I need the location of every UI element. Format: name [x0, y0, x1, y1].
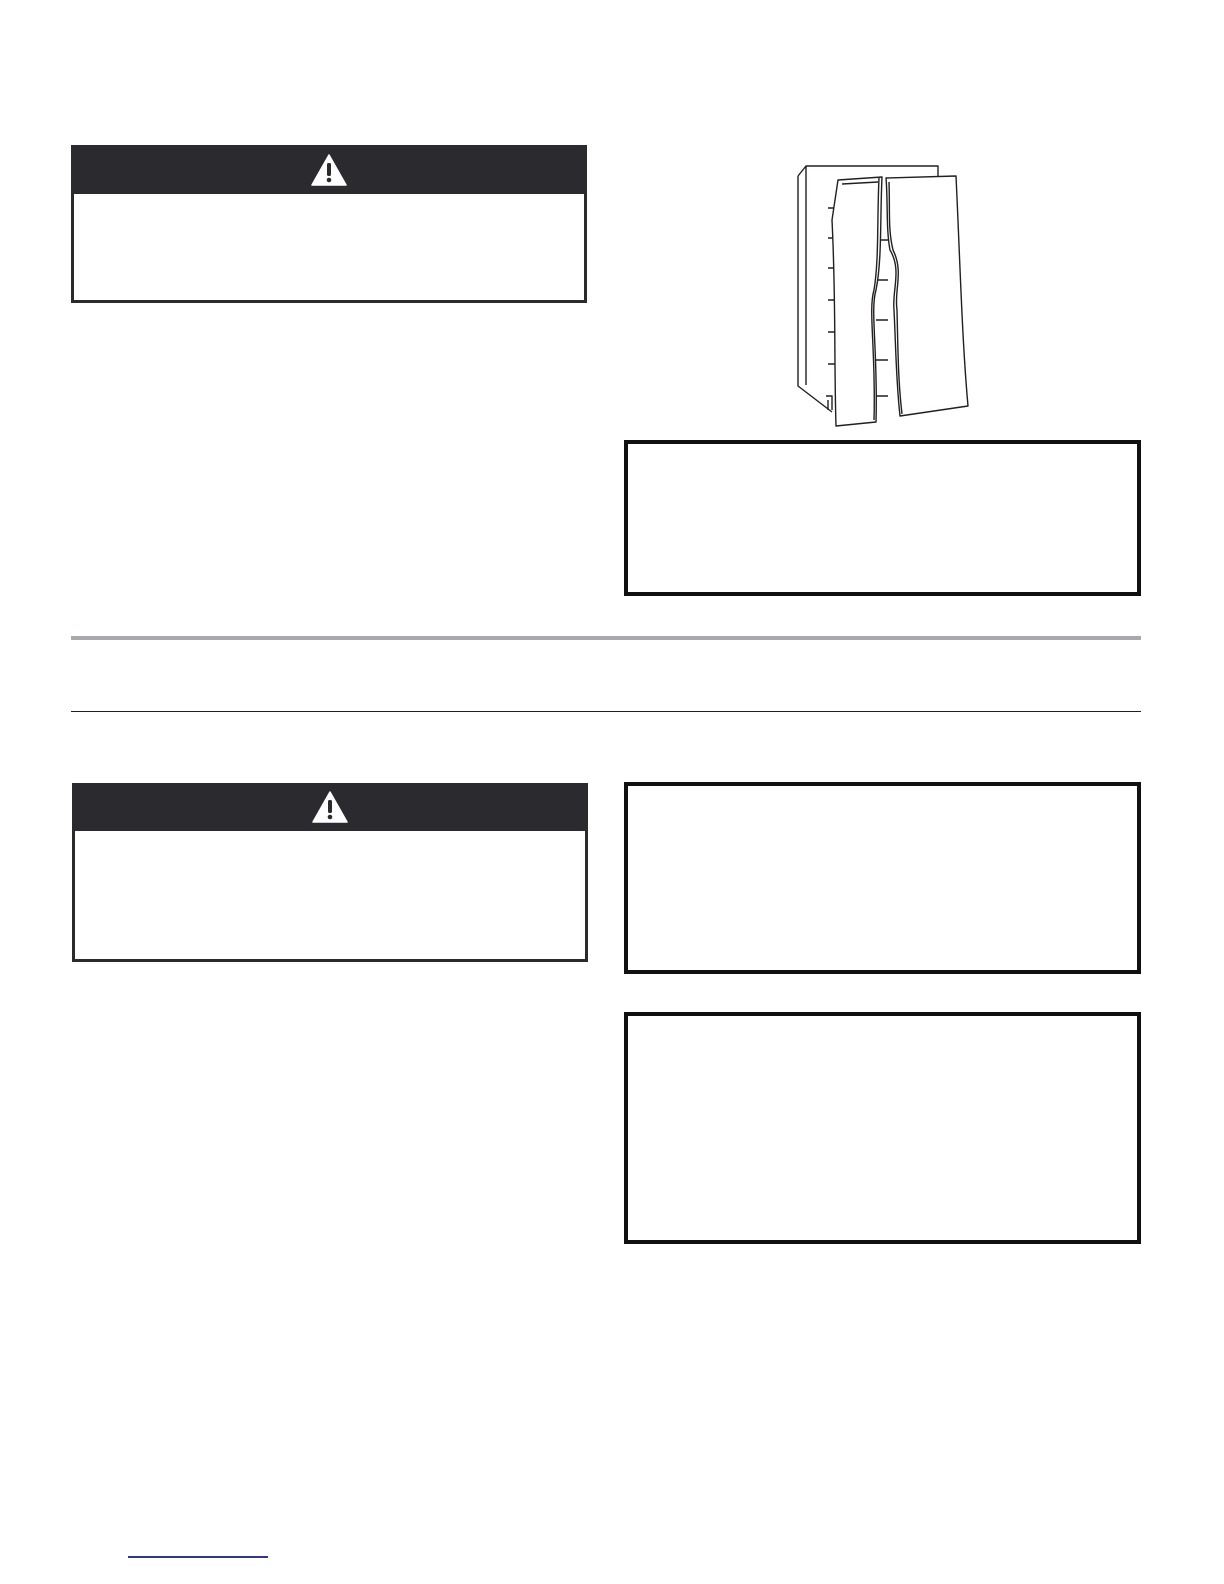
warning-header-bottom [72, 783, 588, 831]
note-box-top-right [624, 440, 1141, 596]
refrigerator-illustration [780, 160, 980, 430]
warning-box-bottom [72, 831, 588, 962]
warning-triangle-icon [312, 791, 348, 823]
warning-triangle-icon [311, 154, 347, 186]
footer-link[interactable] [128, 1556, 268, 1558]
note-box-bottom-right [624, 1012, 1141, 1244]
section-divider-thick [71, 636, 1141, 640]
section-divider-thin [71, 711, 1141, 712]
warning-header-top [71, 145, 587, 194]
note-box-middle-right [624, 782, 1141, 974]
warning-box-top [71, 194, 587, 303]
